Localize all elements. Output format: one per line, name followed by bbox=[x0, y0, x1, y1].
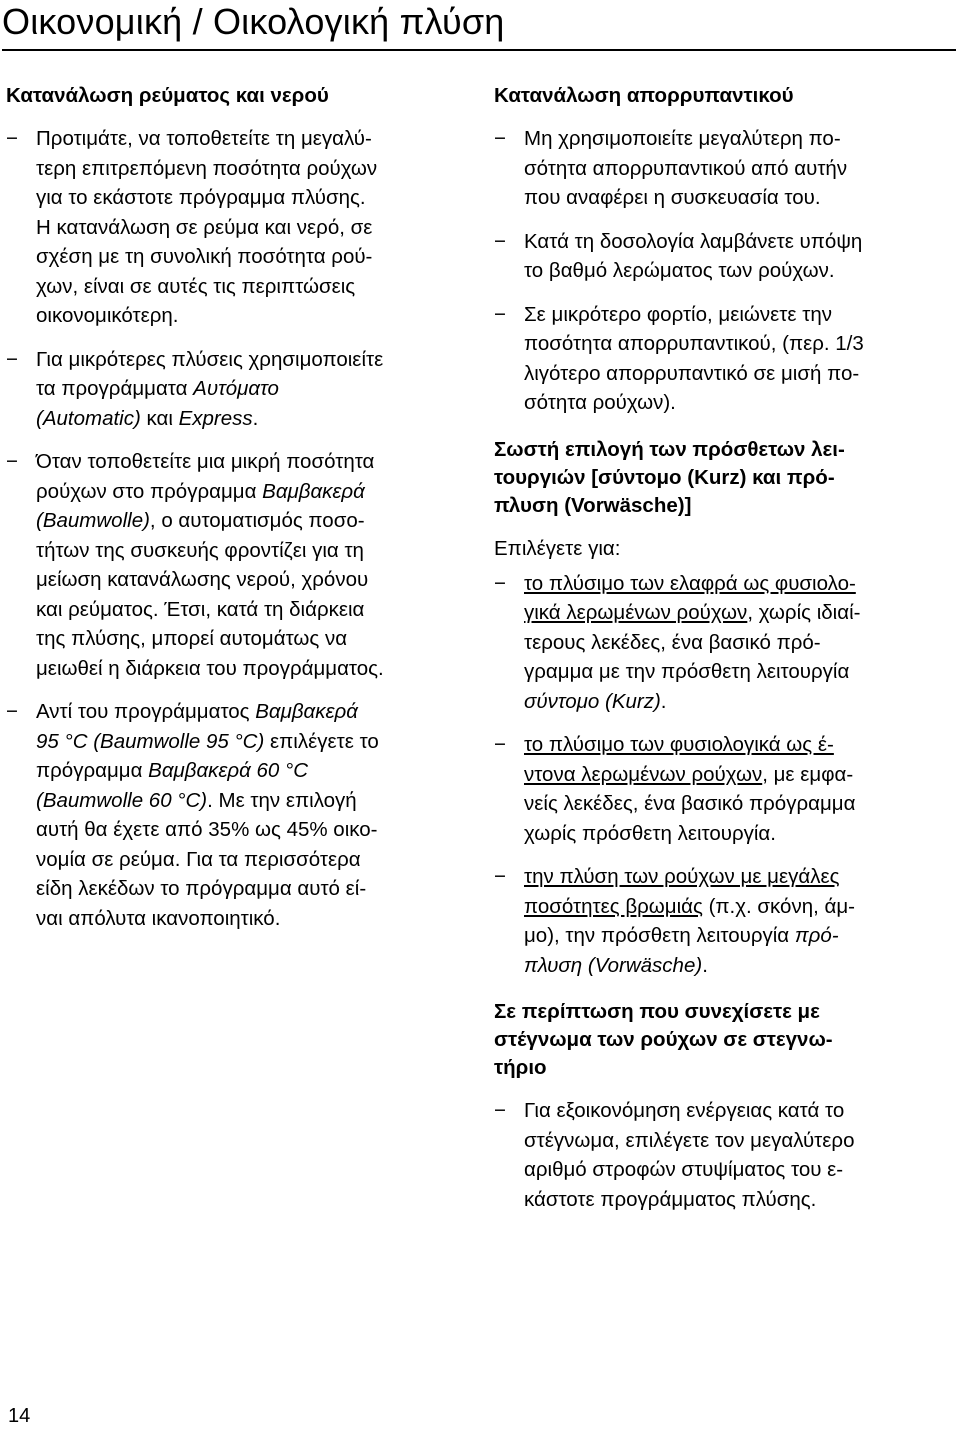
text-line: Μη χρησιμοποιείτε μεγαλύτερη πο- bbox=[524, 127, 841, 150]
text-span: πρόγραμμα bbox=[36, 759, 149, 782]
detergent-list bbox=[494, 124, 956, 418]
additional-functions-heading bbox=[494, 436, 956, 520]
underlined-text: το πλύσιμο των ελαφρά ως φυσιολο- bbox=[524, 571, 856, 595]
dash-bullet: − bbox=[494, 1099, 506, 1122]
text-line: νομία σε ρεύμα. Για τα περισσότερα bbox=[36, 847, 361, 871]
function-name: πρό- bbox=[794, 924, 839, 947]
text-line: μείωση κατανάλωσης νερού, χρόνου bbox=[36, 568, 369, 591]
program-name: Express bbox=[178, 406, 253, 430]
dash-bullet: − bbox=[494, 571, 506, 595]
dash-bullet: − bbox=[6, 347, 18, 371]
text-line: αριθμό στροφών στυψίματος του ε- bbox=[524, 1158, 844, 1181]
text-line: οικονομικότερη. bbox=[36, 304, 179, 327]
text-span: επιλέγετε το bbox=[264, 729, 379, 753]
text-line: τερους λεκέδες, ένα βασικό πρό- bbox=[524, 630, 821, 654]
text-span: Αντί του προγράμματος bbox=[36, 700, 256, 723]
text-span: ρούχων στο πρόγραμμα bbox=[36, 479, 263, 503]
dash-bullet: − bbox=[6, 450, 18, 473]
dash-bullet: − bbox=[494, 302, 506, 326]
text-line: Για μικρότερες πλύσεις χρησιμοποιείτε bbox=[36, 347, 384, 371]
text-line: χων, είναι σε αυτές τις περιπτώσεις bbox=[36, 274, 356, 298]
text-span: . bbox=[702, 953, 708, 977]
program-name: Βαμβακερά bbox=[255, 700, 358, 723]
text-span: τα προγράμματα bbox=[36, 377, 194, 400]
text-line: ναι απόλυτα ικανοποιητικό. bbox=[36, 906, 281, 930]
dash-bullet: − bbox=[494, 865, 506, 888]
page-title: Οικονομική / Οικολογική πλύση bbox=[2, 1, 505, 42]
text-line: χωρίς πρόσθετη λειτουργία. bbox=[524, 821, 776, 845]
dash-bullet: − bbox=[494, 229, 506, 253]
heading-line: Σωστή επιλογή των πρόσθετων λει- bbox=[494, 437, 845, 461]
list-item bbox=[6, 447, 461, 683]
text-line: Σε μικρότερο φορτίο, μειώνετε την bbox=[524, 302, 832, 326]
text-line: νείς λεκέδες, ένα βασικό πρόγραμμα bbox=[524, 792, 856, 815]
heading-line: τήριο bbox=[494, 1056, 547, 1079]
text-line: είδη λεκέδων το πρόγραμμα αυτό εί- bbox=[36, 877, 367, 900]
program-name: 95 °C (Baumwolle 95 °C) bbox=[36, 729, 265, 753]
text-line: Προτιμάτε, να τοποθετείτε τη μεγαλύ- bbox=[36, 127, 372, 150]
text-line: μειωθεί η διάρκεια του προγράμματος. bbox=[36, 656, 384, 680]
list-item bbox=[6, 697, 461, 933]
list-item bbox=[6, 345, 461, 434]
heading-line: Σε περίπτωση που συνεχίσετε με bbox=[494, 1000, 820, 1023]
function-name: πλυση (Vorwäsche) bbox=[524, 953, 703, 977]
energy-water-list bbox=[6, 124, 461, 933]
program-name: (Baumwolle) bbox=[36, 509, 150, 532]
list-item bbox=[494, 1096, 956, 1214]
text-line: κάστοτε προγράμματος πλύσης. bbox=[524, 1187, 817, 1211]
text-line: σότητα ρούχων). bbox=[524, 391, 676, 414]
text-line: τήτων της συσκευής φροντίζει για τη bbox=[36, 538, 364, 562]
program-name: Βαμβακερά bbox=[262, 479, 365, 503]
program-name: Βαμβακερά 60 °C bbox=[148, 759, 309, 782]
text-line: τερη επιτρεπόμενη ποσότητα ρούχων bbox=[36, 156, 378, 180]
page-number: 14 bbox=[8, 1405, 31, 1427]
text-line: που αναφέρει η συσκευασία του. bbox=[524, 186, 821, 209]
text-line: λιγότερο απορρυπαντικό σε μισή πο- bbox=[524, 361, 860, 385]
text-span: , ο αυτοματισμός ποσο- bbox=[149, 509, 365, 532]
detergent-heading: Κατανάλωση απορρυπαντικού bbox=[494, 84, 794, 107]
list-item bbox=[6, 124, 461, 331]
text-span: . bbox=[660, 689, 667, 713]
list-item bbox=[494, 569, 956, 717]
text-span: . bbox=[252, 406, 259, 430]
function-name: σύντομο (Kurz) bbox=[524, 689, 661, 713]
heading-line: πλυση (Vorwäsche)] bbox=[494, 493, 692, 517]
dryer-heading bbox=[494, 998, 956, 1082]
list-item bbox=[494, 862, 956, 980]
text-span: και bbox=[140, 406, 179, 430]
list-item bbox=[494, 730, 956, 848]
text-line: Κατά τη δοσολογία λαμβάνετε υπόψη bbox=[524, 229, 863, 253]
text-span: , χωρίς ιδιαί- bbox=[747, 601, 861, 624]
list-item bbox=[494, 300, 956, 418]
text-line: ποσότητα απορρυπαντικού, (περ. 1/3 bbox=[524, 332, 864, 355]
functions-list bbox=[494, 569, 956, 981]
energy-water-heading: Κατανάλωση ρεύματος και νερού bbox=[6, 84, 329, 107]
text-line: σχέση με τη συνολική ποσότητα ρού- bbox=[36, 245, 373, 268]
text-line: Όταν τοποθετείτε μια μικρή ποσότητα bbox=[36, 450, 375, 473]
dash-bullet: − bbox=[494, 127, 506, 150]
list-item bbox=[494, 227, 956, 286]
left-column bbox=[6, 82, 461, 951]
program-name: Αυτόματο bbox=[193, 377, 279, 400]
underlined-text: ποσότητες βρωμιάς bbox=[524, 894, 703, 918]
text-line: το βαθμό λερώματος των ρούχων. bbox=[524, 259, 835, 282]
underlined-text: ντονα λερωμένων ρούχων bbox=[524, 762, 763, 786]
text-span: . Με την επιλογή bbox=[207, 788, 357, 812]
text-line: Για εξοικονόμηση ενέργειας κατά το bbox=[524, 1099, 845, 1122]
text-line: Η κατανάλωση σε ρεύμα και νερό, σε bbox=[36, 215, 373, 239]
heading-line: στέγνωμα των ρούχων σε στεγνω- bbox=[494, 1028, 833, 1051]
underlined-text: το πλύσιμο των φυσιολογικά ως έ- bbox=[524, 733, 834, 756]
dash-bullet: − bbox=[6, 127, 18, 150]
heading-line: τουργιών [σύντομο (Kurz) και πρό- bbox=[494, 465, 835, 489]
text-span: μο), την πρόσθετη λειτουργία bbox=[524, 924, 795, 947]
text-line: της πλύσης, μπορεί αυτομάτως να bbox=[36, 627, 348, 650]
choose-label: Επιλέγετε για: bbox=[494, 536, 621, 560]
title-divider bbox=[2, 49, 956, 51]
text-span: (π.χ. σκόνη, άμ- bbox=[702, 894, 855, 918]
text-span: , με εμφα- bbox=[762, 762, 854, 786]
text-line: γραμμα με την πρόσθετη λειτουργία bbox=[524, 660, 850, 683]
dash-bullet: − bbox=[494, 733, 506, 756]
program-name: (Automatic) bbox=[36, 406, 141, 430]
text-line: στέγνωμα, επιλέγετε τον μεγαλύτερο bbox=[524, 1128, 855, 1152]
text-line: και ρεύματος. Έτσι, κατά τη διάρκεια bbox=[36, 597, 365, 621]
text-line: αυτή θα έχετε από 35% ως 45% οικο- bbox=[36, 818, 378, 841]
text-line: σότητα απορρυπαντικού από αυτήν bbox=[524, 156, 848, 180]
underlined-text: την πλύση των ρούχων με μεγάλες bbox=[524, 865, 840, 888]
text-line: για το εκάστοτε πρόγραμμα πλύσης. bbox=[36, 186, 366, 209]
right-column bbox=[494, 82, 956, 1232]
underlined-text: γικά λερωμένων ρούχων bbox=[524, 601, 748, 624]
program-name: (Baumwolle 60 °C) bbox=[36, 788, 208, 812]
dryer-list bbox=[494, 1096, 956, 1214]
dash-bullet: − bbox=[6, 700, 18, 723]
list-item bbox=[494, 124, 956, 213]
